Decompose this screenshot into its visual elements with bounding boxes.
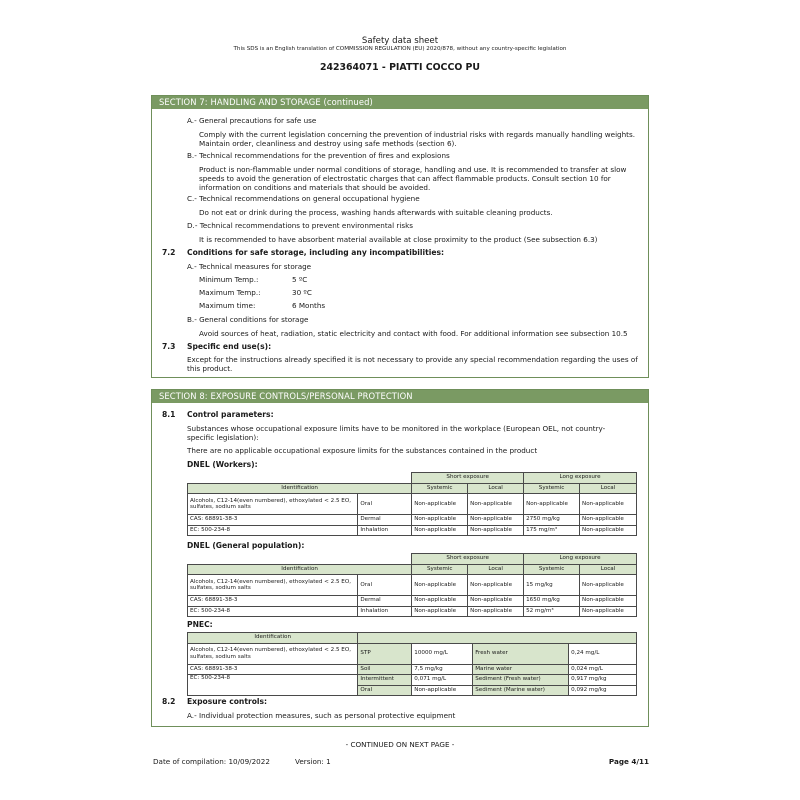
s81-text-2: There are no applicable occupational exposure limits for the substances contained in the product: [187, 446, 538, 455]
route-cell: Oral: [358, 494, 412, 515]
storage-max-time-value: 6 Months: [292, 301, 326, 310]
s82-number: 8.2: [162, 697, 176, 706]
pnec-key: STP: [358, 643, 412, 664]
route-cell: Oral: [358, 575, 412, 596]
table-row: [188, 525, 637, 536]
table-row: [188, 643, 637, 664]
dnel-workers-table: [187, 472, 637, 536]
value-cell: 1650 mg/kg: [524, 596, 580, 607]
pnec-title: PNEC:: [187, 620, 213, 629]
version-label: Version: 1: [295, 757, 331, 766]
pnec-key: Marine water: [473, 664, 569, 675]
cas-number: CAS: 68891-38-3: [188, 664, 358, 675]
identification-header: Identification: [188, 564, 412, 575]
route-cell: Dermal: [358, 515, 412, 526]
value-cell: Non-applicable: [412, 494, 468, 515]
value-cell: Non-applicable: [580, 515, 637, 526]
table-row: [188, 664, 637, 675]
s7-c-text: Do not eat or drink during the process, washing hands afterwards with suitable cleaning products.: [199, 208, 553, 217]
pnec-value: 0,24 mg/L: [569, 643, 637, 664]
s7-b-heading: B.- Technical recommendations for the prevention of fires and explosions: [187, 151, 450, 160]
pnec-table: [187, 632, 637, 696]
s81-text-1: Substances whose occupational exposure limits have to be monitored in the workplace (European OEL, not country-specific legislation):: [187, 424, 606, 442]
table-row: [188, 554, 637, 565]
page-number: Page 4/11: [608, 757, 649, 766]
s72-number: 7.2: [162, 248, 176, 257]
s7-a-heading: A.- General precautions for safe use: [187, 116, 317, 125]
long-exposure-header: Long exposure: [524, 473, 637, 484]
pnec-key: Sediment (Marine water): [473, 685, 569, 696]
table-row: [188, 606, 637, 617]
table-row: [188, 575, 637, 596]
s82-text: A.- Individual protection measures, such as personal protective equipment: [187, 711, 456, 720]
value-cell: Non-applicable: [412, 606, 468, 617]
product-name: 242364071 - PIATTI COCCO PU: [319, 62, 481, 73]
value-cell: 175 mg/m³: [524, 525, 580, 536]
s7-d-heading: D.- Technical recommendations to prevent environmental risks: [187, 221, 413, 230]
s81-title: Control parameters:: [187, 410, 274, 419]
value-cell: Non-applicable: [580, 596, 637, 607]
substance-name: Alcohols, C12-14(even numbered), ethoxylated < 2.5 EO, sulfates, sodium salts: [188, 494, 358, 515]
substance-name: Alcohols, C12-14(even numbered), ethoxylated < 2.5 EO, sulfates, sodium salts: [188, 575, 358, 596]
pnec-key: Soil: [358, 664, 412, 675]
value-cell: Non-applicable: [524, 494, 580, 515]
local-header: Local: [468, 564, 524, 575]
value-cell: Non-applicable: [468, 494, 524, 515]
s72-a-heading: A.- Technical measures for storage: [187, 262, 312, 271]
table-row: [188, 483, 637, 494]
pnec-key: Oral: [358, 685, 412, 696]
systemic-header: Systemic: [524, 483, 580, 494]
cas-number: CAS: 68891-38-3: [188, 596, 358, 607]
storage-min-temp-label: Minimum Temp.:: [199, 275, 259, 284]
table-row: [188, 675, 637, 686]
s7-c-heading: C.- Technical recommendations on general occupational hygiene: [187, 194, 420, 203]
systemic-header: Systemic: [524, 564, 580, 575]
short-exposure-header: Short exposure: [412, 473, 524, 484]
value-cell: 15 mg/kg: [524, 575, 580, 596]
table-row: [188, 515, 637, 526]
table-row: [188, 633, 637, 644]
pnec-value: Non-applicable: [412, 685, 473, 696]
dnel-general-title: DNEL (General population):: [187, 541, 305, 550]
pnec-value: 0,024 mg/L: [569, 664, 637, 675]
route-cell: Inhalation: [358, 606, 412, 617]
systemic-header: Systemic: [412, 483, 468, 494]
s82-title: Exposure controls:: [187, 697, 268, 706]
ec-number: EC: 500-234-8: [188, 525, 358, 536]
table-row: [188, 564, 637, 575]
s72-b-text: Avoid sources of heat, radiation, static electricity and contact with food. For additional information see subsection 10.5: [199, 329, 628, 338]
pnec-key: Fresh water: [473, 643, 569, 664]
value-cell: 52 mg/m³: [524, 606, 580, 617]
s73-title: Specific end use(s):: [187, 342, 272, 351]
substance-name: Alcohols, C12-14(even numbered), ethoxylated < 2.5 EO, sulfates, sodium salts: [188, 643, 358, 664]
value-cell: 2750 mg/kg: [524, 515, 580, 526]
table-row: [188, 494, 637, 515]
dnel-general-table: [187, 553, 637, 617]
local-header: Local: [580, 564, 637, 575]
s73-number: 7.3: [162, 342, 176, 351]
route-cell: Dermal: [358, 596, 412, 607]
local-header: Local: [580, 483, 637, 494]
s7-a-text: Comply with the current legislation concerning the prevention of industrial risks with regards manually handling weights. Maintain order, cleanliness and destroy using safe methods (section 6).: [199, 130, 636, 148]
long-exposure-header: Long exposure: [524, 554, 637, 565]
pnec-key: Intermittent: [358, 675, 412, 686]
storage-max-temp-label: Maximum Temp.:: [199, 288, 261, 297]
section-8-header: SECTION 8: EXPOSURE CONTROLS/PERSONAL PROTECTION: [152, 390, 648, 403]
s72-title: Conditions for safe storage, including any incompatibilities:: [187, 248, 445, 257]
pnec-value: 0,917 mg/kg: [569, 675, 637, 686]
value-cell: Non-applicable: [412, 525, 468, 536]
value-cell: Non-applicable: [412, 596, 468, 607]
document-subtitle: This SDS is an English translation of COMMISSION REGULATION (EU) 2020/878, without any country-specific legislation: [233, 46, 567, 52]
value-cell: Non-applicable: [468, 606, 524, 617]
value-cell: Non-applicable: [580, 494, 637, 515]
ec-number: EC: 500-234-8: [188, 675, 358, 696]
s7-d-text: It is recommended to have absorbent material available at close proximity to the product (See subsection 6.3): [199, 235, 598, 244]
value-cell: Non-applicable: [468, 525, 524, 536]
local-header: Local: [468, 483, 524, 494]
section-7-header: SECTION 7: HANDLING AND STORAGE (continued): [152, 96, 648, 109]
table-row: [188, 596, 637, 607]
ec-number: EC: 500-234-8: [188, 606, 358, 617]
pnec-value: 7,5 mg/kg: [412, 664, 473, 675]
identification-header: Identification: [188, 633, 358, 644]
document-title: Safety data sheet: [361, 36, 439, 46]
storage-max-time-label: Maximum time:: [199, 301, 256, 310]
value-cell: Non-applicable: [468, 575, 524, 596]
s72-b-heading: B.- General conditions for storage: [187, 315, 309, 324]
storage-max-temp-value: 30 ºC: [292, 288, 312, 297]
pnec-value: 0,092 mg/kg: [569, 685, 637, 696]
short-exposure-header: Short exposure: [412, 554, 524, 565]
value-cell: Non-applicable: [468, 596, 524, 607]
dnel-workers-title: DNEL (Workers):: [187, 460, 258, 469]
pnec-key: Sediment (Fresh water): [473, 675, 569, 686]
identification-header: Identification: [188, 483, 412, 494]
value-cell: Non-applicable: [412, 515, 468, 526]
s7-b-text: Product is non-flammable under normal conditions of storage, handling and use. It is recommended to transfer at slow speeds to avoid the generation of electrostatic charges that can affect flammable products. Consult section 10 for information on conditions and materials that should be avoided.: [199, 165, 627, 192]
continued-notice: - CONTINUED ON NEXT PAGE -: [345, 740, 455, 749]
value-cell: Non-applicable: [468, 515, 524, 526]
value-cell: Non-applicable: [412, 575, 468, 596]
value-cell: Non-applicable: [580, 575, 637, 596]
table-row: [188, 473, 637, 484]
compilation-date: Date of compilation: 10/09/2022: [153, 757, 270, 766]
cas-number: CAS: 68891-38-3: [188, 515, 358, 526]
value-cell: Non-applicable: [580, 606, 637, 617]
s81-number: 8.1: [162, 410, 176, 419]
systemic-header: Systemic: [412, 564, 468, 575]
pnec-value: 0,071 mg/L: [412, 675, 473, 686]
storage-min-temp-value: 5 ºC: [292, 275, 308, 284]
s73-text: Except for the instructions already specified it is not necessary to provide any special recommendation regarding the uses of this product.: [187, 355, 638, 373]
pnec-value: 10000 mg/L: [412, 643, 473, 664]
value-cell: Non-applicable: [580, 525, 637, 536]
route-cell: Inhalation: [358, 525, 412, 536]
